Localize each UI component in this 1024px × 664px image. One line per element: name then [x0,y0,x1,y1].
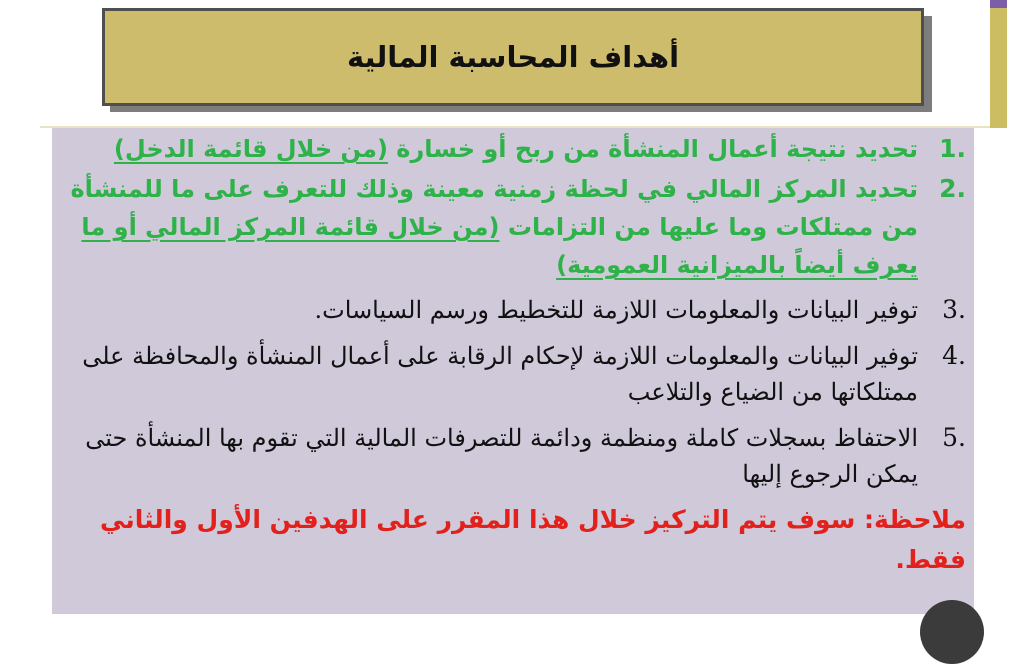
corner-circle [920,600,984,664]
accent-bar [990,0,1007,128]
item-number: .2 [939,174,966,203]
item-number: .5 [942,423,966,452]
item-text: الاحتفاظ بسجلات كاملة ومنظمة ودائمة للتصرفات المالية التي تقوم بها المنشأة حتى يمكن الرجوع إليها [85,424,918,488]
list-item-4 [66,338,966,410]
item-number: .4 [942,341,966,370]
accent-bar-top [990,0,1007,8]
item-text: توفير البيانات والمعلومات اللازمة للتخطيط ورسم السياسات. [314,296,918,324]
objectives-list [66,130,966,580]
item-number: .3 [942,295,966,324]
item-number: .1 [939,134,966,163]
item-reference: (من خلال قائمة المركز المالي أو ما يعرف أيضاً بالميزانية العمومية) [81,213,918,279]
slide-title: أهداف المحاسبة المالية [346,40,680,74]
list-item-3 [66,292,966,328]
item-text: توفير البيانات والمعلومات اللازمة لإحكام الرقابة على أعمال المنشأة والمحافظة على ممتلكاتها من الضياع والتلاعب [82,342,918,406]
item-text: تحديد المركز المالي في لحظة زمنية معينة وذلك للتعرف على ما للمنشأة من ممتلكات وما عليها من التزامات (من خلال قائمة المركز المالي أو ما يعرف أيضاً بالميزانية العمومية) [70,175,918,279]
list-item-5 [66,420,966,492]
item-reference: (من خلال قائمة الدخل) [113,135,388,163]
list-item-2 [66,170,966,284]
note-text: ملاحظة: سوف يتم التركيز خلال هذا المقرر على الهدفين الأول والثاني فقط. [100,505,966,574]
list-item-1 [66,130,966,168]
item-text: تحديد نتيجة أعمال المنشأة من ربح أو خسارة (من خلال قائمة الدخل) [113,135,918,163]
title-box [102,8,924,106]
